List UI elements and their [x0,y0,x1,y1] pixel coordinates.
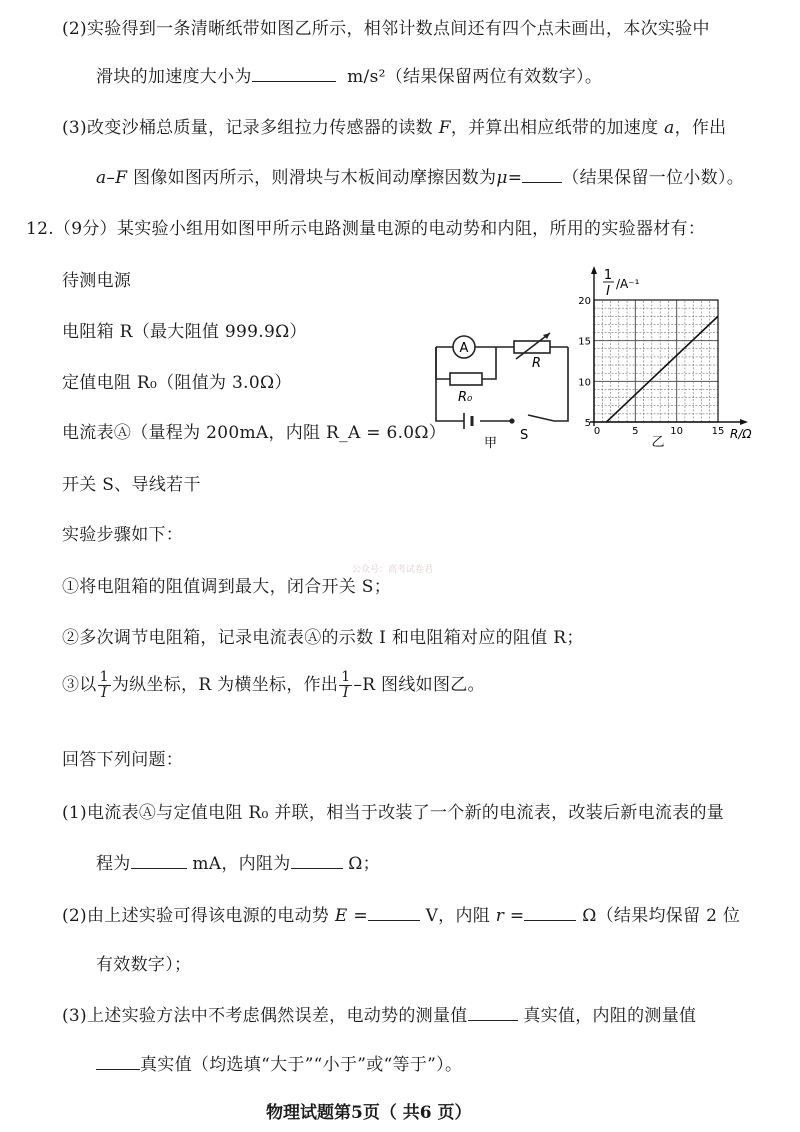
x-tick-label: 5 [632,426,639,437]
answer-3-line2 [96,1050,462,1075]
answer-1-line1: (1)电流表Ⓐ与定值电阻 R₀ 并联，相当于改装了一个新的电流表，改装后新电流表的量 [62,803,725,823]
text: –R 图线如图乙。 [353,675,485,695]
chart-axes [590,266,748,426]
q11-part2-line1: (2)实验得到一条清晰纸带如图乙所示，相邻计数点间还有四个点未画出，本次实验中 [62,19,710,39]
text: 滑块的加速度大小为 [96,67,252,87]
text: 真实值，内阻的测量值 [523,1006,697,1026]
text: (3)上述实验方法中不考虑偶然误差，电动势的测量值 [62,1006,468,1026]
equipment-item: 开关 S、导线若干 [62,475,201,495]
text: (3)改变沙桶总质量，记录多组拉力传感器的读数 [62,118,433,138]
q11-part2-line2 [96,62,602,87]
y-tick-label: 15 [578,336,591,348]
text: 图像如图丙所示，则滑块与木板间动摩擦因数为 [133,168,497,188]
step-3 [62,670,485,701]
y-tick-label: 5 [584,418,591,429]
fraction-1-over-I [98,670,111,701]
answer-blank[interactable] [524,904,576,921]
text: 程为 [96,854,131,874]
ammeter-label: A [459,341,469,356]
answer-blank[interactable] [96,1053,140,1070]
var-E: E = [334,906,368,926]
x-tick-label: 0 [593,426,601,437]
answer-3-line1 [62,1001,696,1026]
frac-num: 1 [341,669,351,685]
q11-part3-line2 [96,163,744,188]
frac-den: I [101,685,108,701]
text: 为纵坐标，R 为横坐标，作出 [111,675,339,695]
text: 真实值（均选填“大于”“小于”或“等于”）。 [140,1055,463,1075]
answer-blank[interactable] [368,904,420,921]
circuit-caption: 甲 [484,436,498,450]
equipment-item: 待测电源 [62,271,132,291]
step-2: ②多次调节电阻箱，记录电流表Ⓐ的示数 I 和电阻箱对应的阻值 R； [62,628,584,648]
xlabel: R/Ω [730,427,752,441]
text: mA，内阻为 [192,854,291,874]
chart-ticks [578,296,724,437]
var-F: F [438,118,451,138]
text: ，并算出相应纸带的加速度 [450,118,659,138]
chart-caption: 乙 [651,435,665,450]
circuit-diagram [428,325,578,450]
r0-label: R₀ [458,390,473,405]
step-1: ①将电阻箱的阻值调到最大，闭合开关 S； [62,577,392,597]
y-tick-label: 20 [578,296,591,307]
answer-blank[interactable] [252,65,336,82]
answer-1-line2 [96,849,380,874]
frac-den: I [342,685,349,701]
answer-2-line2: 有效数字）； [96,955,192,975]
answer-blank[interactable] [291,852,343,869]
x-tick-label: 10 [670,426,684,437]
answer-blank[interactable] [522,166,562,183]
q12-title: 12.（9分）某实验小组用如图甲所示电路测量电源的电动势和内阻，所用的实验器材有： [26,219,706,239]
y-axis-arrow [591,266,597,274]
chart-grid [594,300,718,422]
var-a: a [664,118,675,138]
text: Ω； [348,854,380,874]
answer-2-line1 [62,901,740,926]
var-mu: μ= [496,168,523,188]
text: （结果保留两位有效数字）。 [385,67,603,87]
equipment-item: 电阻箱 R（最大阻值 999.9Ω） [62,322,307,342]
y-tick-label: 10 [578,377,591,389]
steps-title: 实验步骤如下： [62,525,184,545]
answer-title: 回答下列问题： [62,750,184,770]
text: ③以 [62,675,97,695]
equipment-item: 定值电阻 R₀（阻值为 3.0Ω） [62,373,292,393]
text: （结果保留一位小数）。 [562,168,745,188]
unit: m/s² [347,67,386,87]
answer-blank[interactable] [468,1004,518,1021]
answer-blank[interactable] [131,852,187,869]
ylabel-unit: /A⁻¹ [616,277,640,291]
var-aF: a–F [96,168,128,188]
text: (2)由上述实验可得该电源的电动势 [62,906,330,926]
x-axis-arrow [740,419,748,425]
text: V，内阻 [425,906,491,926]
text: Ω（结果均保留 2 位 [582,906,741,926]
rheostat-label: R [532,356,542,371]
ylabel-den: I [606,284,610,299]
switch-label: S [520,428,529,443]
var-r: r = [495,906,525,926]
ylabel-num: 1 [603,268,613,283]
q11-part3-line1 [62,113,726,138]
fraction-1-over-I [339,670,352,701]
text: ，作出 [674,118,727,138]
page-footer: 物理试题第5页（ 共6 页） [266,1103,472,1123]
watermark: 公众号：高考试卷君 [352,565,434,575]
x-tick-label: 15 [711,426,725,437]
equipment-item: 电流表Ⓐ（量程为 200mA，内阻 R_A = 6.0Ω） [62,423,447,443]
plot-frame [594,300,718,422]
frac-num: 1 [99,669,109,685]
graph-1-over-I-vs-R [576,262,756,452]
